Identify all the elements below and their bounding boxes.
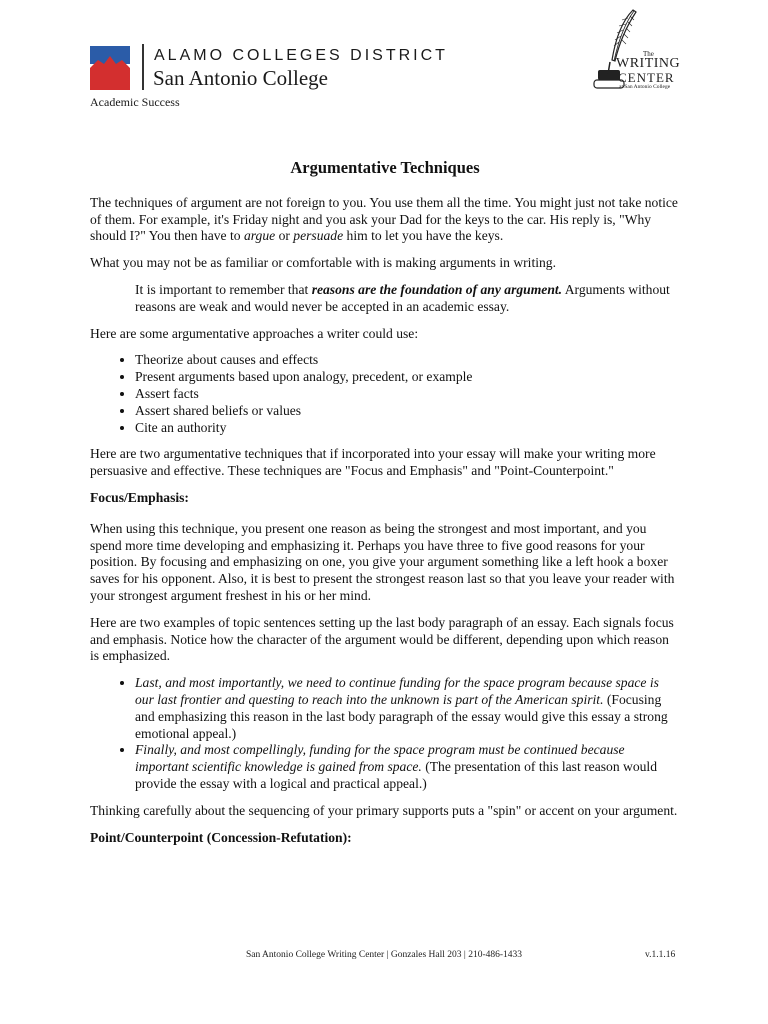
writing-center-writing: WRITING [616,56,681,71]
intro-paragraph-2: What you may not be as familiar or comfortable with is making arguments in writing. [90,255,556,271]
writing-center-the: The [643,50,654,58]
sequencing-paragraph: Thinking carefully about the sequencing of your primary supports puts a "spin" or accent on your argument. [90,802,678,818]
district-name: ALAMO COLLEGES DISTRICT [154,47,448,64]
list-item: • Theorize about causes and effects [135,352,680,369]
techniques-intro: Here are two argumentative techniques that if incorporated into your essay will make your writing more persuasive and effective. These techniques are "Focus and Emphasis" and "Point-Counterpoint." [90,446,656,479]
examples-list [90,675,680,793]
key-quote-emphasis: reasons are the foundation of any argument. [311,281,563,297]
list-item: • Assert facts [135,386,680,403]
version-label: v.1.1.16 [645,950,676,960]
alamo-colleges-logo-icon [90,46,130,90]
point-counterpoint-heading: Point/Counterpoint (Concession-Refutation): [90,829,352,845]
list-item: • Cite an authority [135,420,680,437]
list-item: • Last, and most importantly, we need to continue funding for the space program because space is our last frontier and questing to reach into the unknown is part of the American spirit. (Focusing and emphasizing this reason in the last body paragraph of the essay would give this essay a strong emotional appeal.) [135,675,680,742]
logo-divider [142,44,144,90]
page-title: Argumentative Techniques [290,158,480,177]
focus-paragraph: When using this technique, you present one reason as being the strongest and most important, and you spend more time developing and emphasizing it. Perhaps you have three to five good reasons for your position. By focusing and emphasizing on one, you give your argument something like a left hook a boxer saves for his opponent. Also, it is best to present the strongest reason last so that you leave your reader with your strongest argument freshest in his or her mind. [90,520,675,603]
list-item: • Finally, and most compellingly, funding for the space program must be continued because important scientific knowledge is gained from space. (The presentation of this last reason would provide the essay with a logical and practical appeal.) [135,742,680,792]
focus-heading: Focus/Emphasis: [90,489,189,505]
list-item: • Assert shared beliefs or values [135,403,680,420]
approaches-list [90,352,680,436]
key-quote: It is important to remember that reasons are the foundation of any argument. Arguments without reasons are weak and would never be accepted in an academic essay. [135,281,670,314]
examples-intro: Here are two examples of topic sentences setting up the last body paragraph of an essay. Each signals focus and emphasis. Notice how the character of the argument would be different, depending upon which reason is emphasized. [90,614,674,664]
approaches-intro: Here are some argumentative approaches a writer could use: [90,325,419,341]
argue-word: argue [243,228,276,244]
document-body [90,160,680,860]
persuade-word: persuade [293,228,344,244]
college-name: San Antonio College [153,66,328,90]
department-name: Academic Success [90,95,180,109]
writing-center-at: at San Antonio College [619,84,671,90]
list-item: • Present arguments based upon analogy, precedent, or example [135,369,680,386]
writing-center-center: CENTER [618,70,675,85]
intro-paragraph-1: The techniques of argument are not foreign to you. You use them all the time. You might just not take notice of them. For example, it's Friday night and you ask your Dad for the keys to the car. His reply is, "Why should I?" You then have to argue or persuade him to let you have the keys. [90,194,678,244]
footer-text: San Antonio College Writing Center | Gonzales Hall 203 | 210-486-1433 [245,950,523,960]
